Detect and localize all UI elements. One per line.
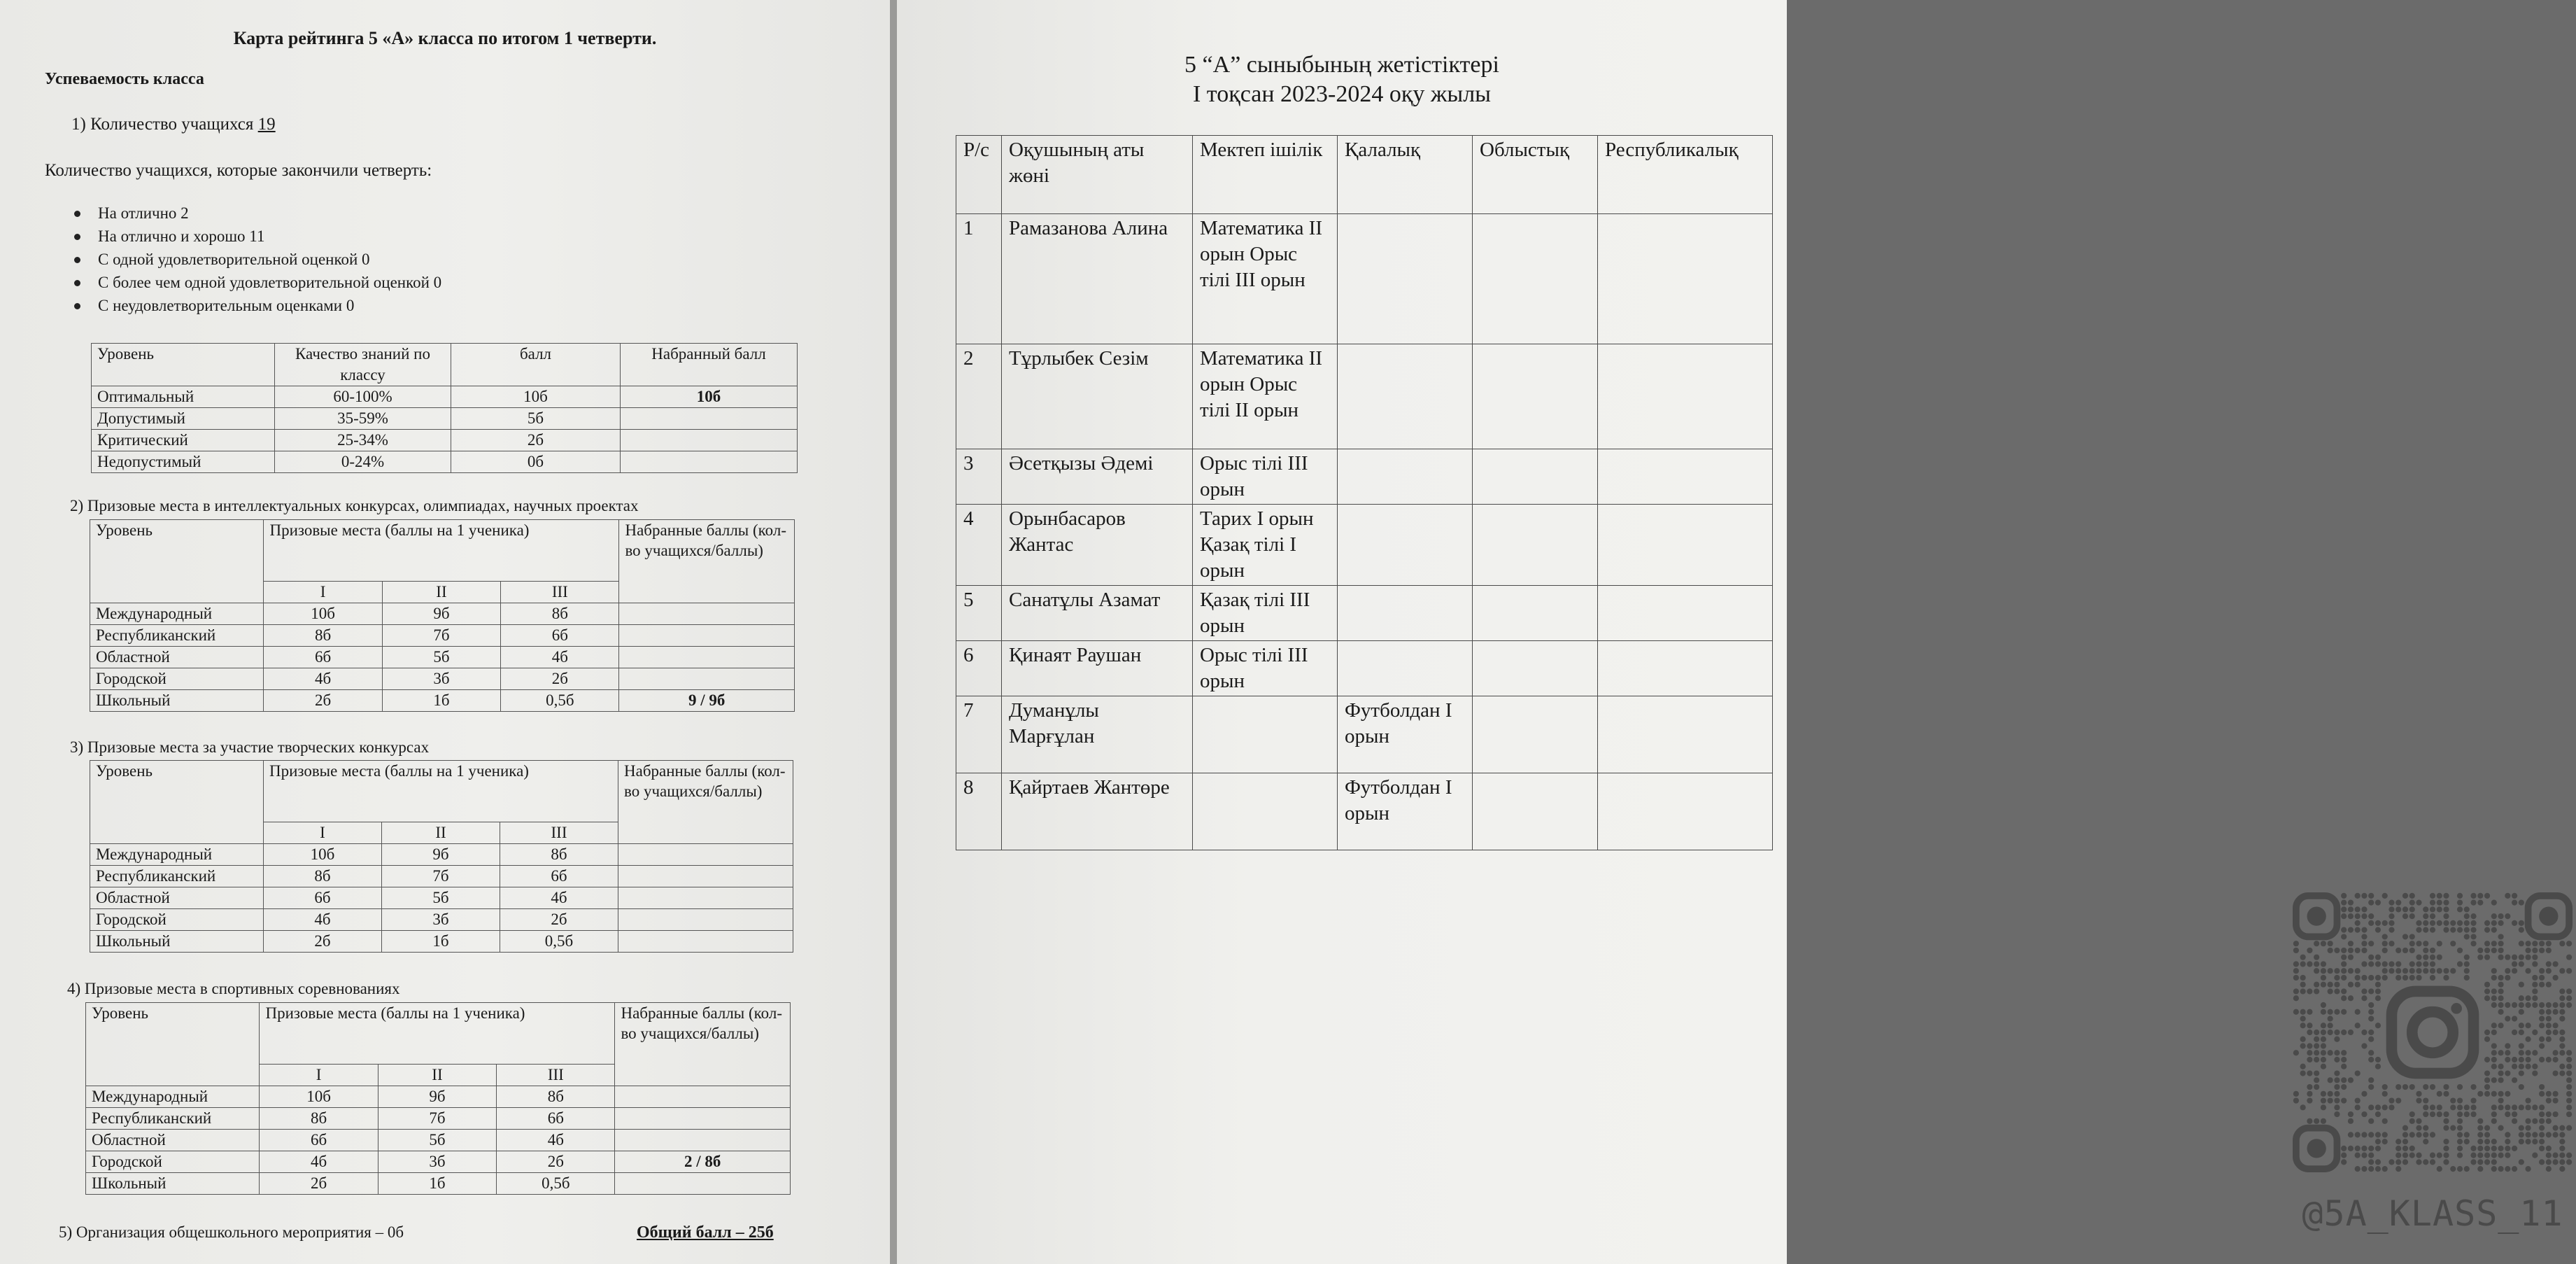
row-number: 3 bbox=[956, 449, 1002, 505]
table-row: Республиканский 8б 7б 6б bbox=[86, 1108, 791, 1130]
city-achievement bbox=[1338, 586, 1473, 641]
bullet-item: С более чем одной удовлетворительной оценкой 0 bbox=[70, 271, 441, 294]
table-header-row bbox=[956, 136, 1773, 214]
student-name: Қайртаев Жантөре bbox=[1002, 773, 1193, 850]
table-row bbox=[956, 586, 1773, 641]
table-header: Набранные баллы (кол-во учащихся/баллы) bbox=[615, 1003, 791, 1086]
row-number: 8 bbox=[956, 773, 1002, 850]
table-row: Школьный 2б 1б 0,5б bbox=[90, 931, 793, 953]
table-header: Уровень bbox=[90, 520, 264, 603]
page-gap bbox=[890, 0, 897, 1264]
school-achievement: Орыс тілі ІІІ орын bbox=[1193, 449, 1338, 505]
republic-achievement bbox=[1598, 773, 1773, 850]
table-header: II bbox=[381, 822, 500, 844]
students-count-value: 19 bbox=[257, 115, 276, 134]
students-count-label: 1) Количество учащихся bbox=[71, 115, 258, 134]
school-achievement bbox=[1193, 773, 1338, 850]
achievements-table bbox=[956, 135, 1773, 850]
table-row: Областной 6б 5б 4б bbox=[90, 647, 795, 668]
row-number: 1 bbox=[956, 214, 1002, 344]
region-achievement bbox=[1473, 696, 1598, 773]
finished-label: Количество учащихся, которые закончили четверть: bbox=[45, 161, 432, 180]
republic-achievement bbox=[1598, 696, 1773, 773]
intellectual-prize-table bbox=[90, 519, 795, 712]
school-achievement: Қазақ тілі ІІІ орын bbox=[1193, 586, 1338, 641]
section2-title: 2) Призовые места в интеллектуальных конкурсах, олимпиадах, научных проектах bbox=[70, 497, 639, 514]
total-score: Общий балл – 25б bbox=[637, 1223, 774, 1242]
table-header: Облыстық bbox=[1473, 136, 1598, 214]
table-header: Уровень bbox=[92, 344, 275, 386]
table-header: Набранный балл bbox=[621, 344, 798, 386]
table-row bbox=[956, 773, 1773, 850]
bullet-item: С неудовлетворительным оценками 0 bbox=[70, 294, 441, 317]
region-achievement bbox=[1473, 773, 1598, 850]
republic-achievement bbox=[1598, 449, 1773, 505]
republic-achievement bbox=[1598, 505, 1773, 586]
knowledge-quality-table bbox=[91, 343, 798, 473]
table-header: Қалалық bbox=[1338, 136, 1473, 214]
students-count-line bbox=[71, 115, 276, 134]
city-achievement bbox=[1338, 344, 1473, 449]
table-row bbox=[956, 214, 1773, 344]
table-header: Набранные баллы (кол-во учащихся/баллы) bbox=[619, 520, 795, 603]
republic-achievement bbox=[1598, 344, 1773, 449]
bullet-item: На отлично и хорошо 11 bbox=[70, 225, 441, 248]
table-row: Республиканский 8б 7б 6б bbox=[90, 866, 793, 887]
school-achievement: Математика ІІ орын Орыс тілі ІІ орын bbox=[1193, 344, 1338, 449]
table-row: Городской 4б 3б 2б bbox=[90, 909, 793, 931]
table-row: Допустимый 35-59% 5б bbox=[92, 408, 798, 430]
table-header: II bbox=[378, 1065, 496, 1086]
achievements-subtitle: І тоқсан 2023-2024 оқу жылы bbox=[1192, 81, 1492, 107]
bullet-item: На отлично 2 bbox=[70, 202, 441, 225]
row-number: 5 bbox=[956, 586, 1002, 641]
row-number: 4 bbox=[956, 505, 1002, 586]
table-header: I bbox=[260, 1065, 378, 1086]
table-row: Недопустимый 0-24% 0б bbox=[92, 451, 798, 473]
school-achievement: Тарих І орын Қазақ тілі І орын bbox=[1193, 505, 1338, 586]
school-achievement: Математика ІІ орын Орыс тілі ІІІ орын bbox=[1193, 214, 1338, 344]
student-name: Думанұлы Марғұлан bbox=[1002, 696, 1193, 773]
table-header: Призовые места (баллы на 1 ученика) bbox=[263, 761, 618, 822]
table-header: I bbox=[263, 822, 381, 844]
table-row: Международный 10б 9б 8б bbox=[90, 844, 793, 866]
creative-prize-table bbox=[90, 760, 793, 953]
table-row bbox=[956, 696, 1773, 773]
student-name: Санатұлы Азамат bbox=[1002, 586, 1193, 641]
table-header: Мектеп ішілік bbox=[1193, 136, 1338, 214]
table-header: Р/с bbox=[956, 136, 1002, 214]
instagram-handle[interactable]: @5A_KLASS_11 bbox=[2302, 1193, 2563, 1234]
rating-card-title: Карта рейтинга 5 «А» класса по итогом 1 четверти. bbox=[233, 28, 657, 48]
table-row: Городской 4б 3б 2б 2 / 8б bbox=[86, 1151, 791, 1173]
student-name: Рамазанова Алина bbox=[1002, 214, 1193, 344]
region-achievement bbox=[1473, 586, 1598, 641]
table-header: Уровень bbox=[90, 761, 264, 844]
city-achievement bbox=[1338, 214, 1473, 344]
school-achievement bbox=[1193, 696, 1338, 773]
table-row bbox=[956, 641, 1773, 696]
student-name: Тұрлыбек Сезім bbox=[1002, 344, 1193, 449]
table-row: Международный 10б 9б 8б bbox=[86, 1086, 791, 1108]
table-row bbox=[956, 344, 1773, 449]
table-header: Оқушының аты жөні bbox=[1002, 136, 1193, 214]
table-header: II bbox=[382, 582, 500, 603]
right-page bbox=[897, 0, 2563, 1264]
results-bullet-list bbox=[70, 202, 441, 317]
table-header: Призовые места (баллы на 1 ученика) bbox=[264, 520, 619, 582]
region-achievement bbox=[1473, 344, 1598, 449]
table-header: Республикалық bbox=[1598, 136, 1773, 214]
student-name: Әсетқызы Әдемі bbox=[1002, 449, 1193, 505]
table-header: III bbox=[500, 822, 618, 844]
table-row: Областной 6б 5б 4б bbox=[90, 887, 793, 909]
republic-achievement bbox=[1598, 214, 1773, 344]
student-name: Қинаят Раушан bbox=[1002, 641, 1193, 696]
sport-prize-table bbox=[85, 1002, 791, 1195]
table-header: III bbox=[501, 582, 619, 603]
table-row: Школьный 2б 1б 0,5б bbox=[86, 1173, 791, 1195]
table-row: Городской 4б 3б 2б bbox=[90, 668, 795, 690]
table-row: Международный 10б 9б 8б bbox=[90, 603, 795, 625]
republic-achievement bbox=[1598, 586, 1773, 641]
row-number: 2 bbox=[956, 344, 1002, 449]
table-row bbox=[956, 505, 1773, 586]
school-achievement: Орыс тілі ІІІ орын bbox=[1193, 641, 1338, 696]
city-achievement bbox=[1338, 449, 1473, 505]
section-title: Успеваемость класса bbox=[45, 70, 204, 88]
city-achievement: Футболдан І орын bbox=[1338, 773, 1473, 850]
city-achievement bbox=[1338, 505, 1473, 586]
table-header: балл bbox=[451, 344, 621, 386]
table-row: Оптимальный 60-100% 10б 10б bbox=[92, 386, 798, 408]
achievements-title: 5 “А” сыныбының жетістіктері bbox=[1184, 52, 1499, 78]
table-row: Школьный 2б 1б 0,5б 9 / 9б bbox=[90, 690, 795, 712]
row-number: 6 bbox=[956, 641, 1002, 696]
republic-achievement bbox=[1598, 641, 1773, 696]
table-header: Набранные баллы (кол-во учащихся/баллы) bbox=[618, 761, 793, 844]
table-row: Республиканский 8б 7б 6б bbox=[90, 625, 795, 647]
city-achievement bbox=[1338, 641, 1473, 696]
section4-title: 4) Призовые места в спортивных соревнованиях bbox=[67, 980, 400, 997]
table-header: Призовые места (баллы на 1 ученика) bbox=[260, 1003, 615, 1065]
table-header: Уровень bbox=[86, 1003, 260, 1086]
table-row bbox=[956, 449, 1773, 505]
city-achievement: Футболдан І орын bbox=[1338, 696, 1473, 773]
region-achievement bbox=[1473, 449, 1598, 505]
region-achievement bbox=[1473, 641, 1598, 696]
bullet-item: С одной удовлетворительной оценкой 0 bbox=[70, 248, 441, 271]
event-organization-line: 5) Организация общешкольного мероприятия – 0б bbox=[59, 1223, 404, 1241]
row-number: 7 bbox=[956, 696, 1002, 773]
table-row: Критический 25-34% 2б bbox=[92, 430, 798, 451]
region-achievement bbox=[1473, 214, 1598, 344]
section3-title: 3) Призовые места за участие творческих конкурсах bbox=[70, 738, 430, 756]
region-achievement bbox=[1473, 505, 1598, 586]
left-page bbox=[0, 0, 890, 1264]
table-row: Областной 6б 5б 4б bbox=[86, 1130, 791, 1151]
table-header: Качество знаний по классу bbox=[275, 344, 451, 386]
table-header: III bbox=[497, 1065, 615, 1086]
table-header: I bbox=[264, 582, 382, 603]
student-name: Орынбасаров Жантас bbox=[1002, 505, 1193, 586]
instagram-qr-icon[interactable] bbox=[2289, 892, 2576, 1172]
